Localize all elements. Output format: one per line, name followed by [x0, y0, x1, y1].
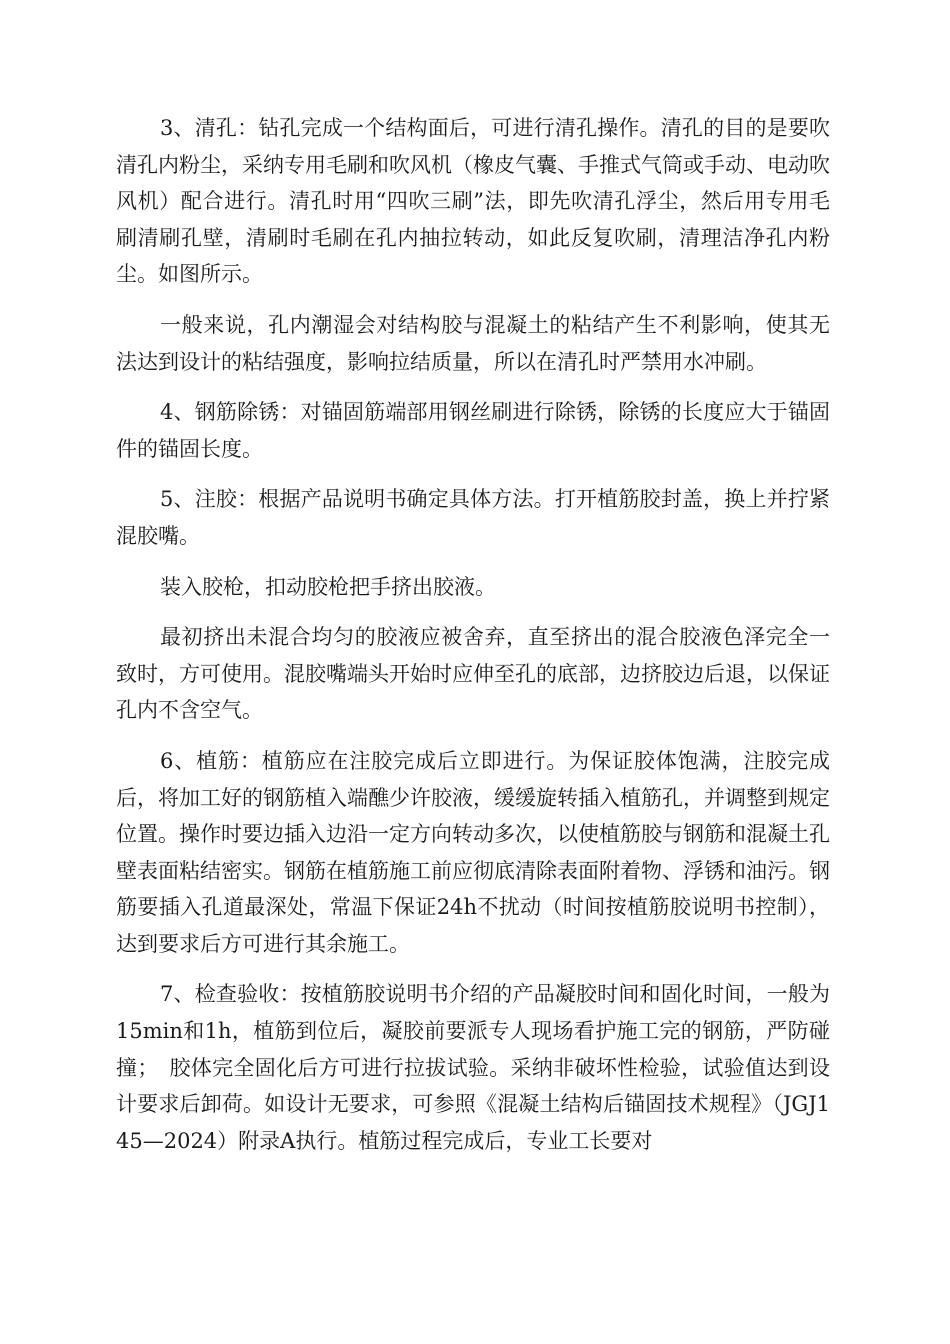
document-body — [116, 110, 830, 1173]
paragraph-inspection: 7、检查验收：按植筋胶说明书介绍的产品凝胶时间和固化时间，一般为15min和1h，植筋到位后，凝胶前要派专人现场看护施工完的钢筋，严防碰撞； 胶体完全固化后方可进行拉拔试验。采纳非破坏性检验，试验值达到设计要求后卸荷。如设计无要求，可参照《混凝土结构后锚固技术规程》（JGJ145—2024）附录A执行。植筋过程完成后，专业工长要对 — [116, 982, 830, 1153]
paragraph-rebar-planting: 6、植筋：植筋应在注胶完成后立即进行。为保证胶体饱满，注胶完成后，将加工好的钢筋植入端醮少许胶液，缓缓旋转插入植筋孔，并调整到规定位置。操作时要边插入边沿一定方向转动多次，以使植筋胶与钢筋和混凝土孔壁表面粘结密实。钢筋在植筋施工前应彻底清除表面附着物、浮锈和油污。钢筋要插入孔道最深处，常温下保证24h不扰动（时间按植筋胶说明书控制），达到要求后方可进行其余施工。 — [116, 748, 830, 956]
paragraph-rust-removal: 4、钢筋除锈：对锚固筋端部用钢丝刷进行除锈，除锈的长度应大于锚固件的锚固长度。 — [116, 400, 830, 461]
paragraph-glue-injection: 5、注胶：根据产品说明书确定具体方法。打开植筋胶封盖，换上并拧紧混胶嘴。 — [116, 487, 830, 548]
paragraph-clean-hole: 3、清孔：钻孔完成一个结构面后，可进行清孔操作。清孔的目的是要吹清孔内粉尘，采纳专用毛刷和吹风机（橡皮气囊、手推式气筒或手动、电动吹风机）配合进行。清孔时用“四吹三刷”法，即先吹清孔浮尘，然后用专用毛刷清刷孔壁，清刷时毛刷在孔内抽拉转动，如此反复吹刷，清理洁净孔内粉尘。如图所示。 — [116, 116, 830, 287]
paragraph-load-gun: 装入胶枪，扣动胶枪把手挤出胶液。 — [160, 574, 496, 599]
paragraph-discard-glue: 最初挤出未混合均匀的胶液应被舍弃，直至挤出的混合胶液色泽完全一致时，方可使用。混胶嘴端头开始时应伸至孔的底部，边挤胶边后退，以保证孔内不含空气。 — [116, 625, 830, 723]
paragraph-moisture-note: 一般来说，孔内潮湿会对结构胶与混凝土的粘结产生不利影响，使其无法达到设计的粘结强度，影响拉结质量，所以在清孔时严禁用水冲刷。 — [116, 312, 830, 374]
